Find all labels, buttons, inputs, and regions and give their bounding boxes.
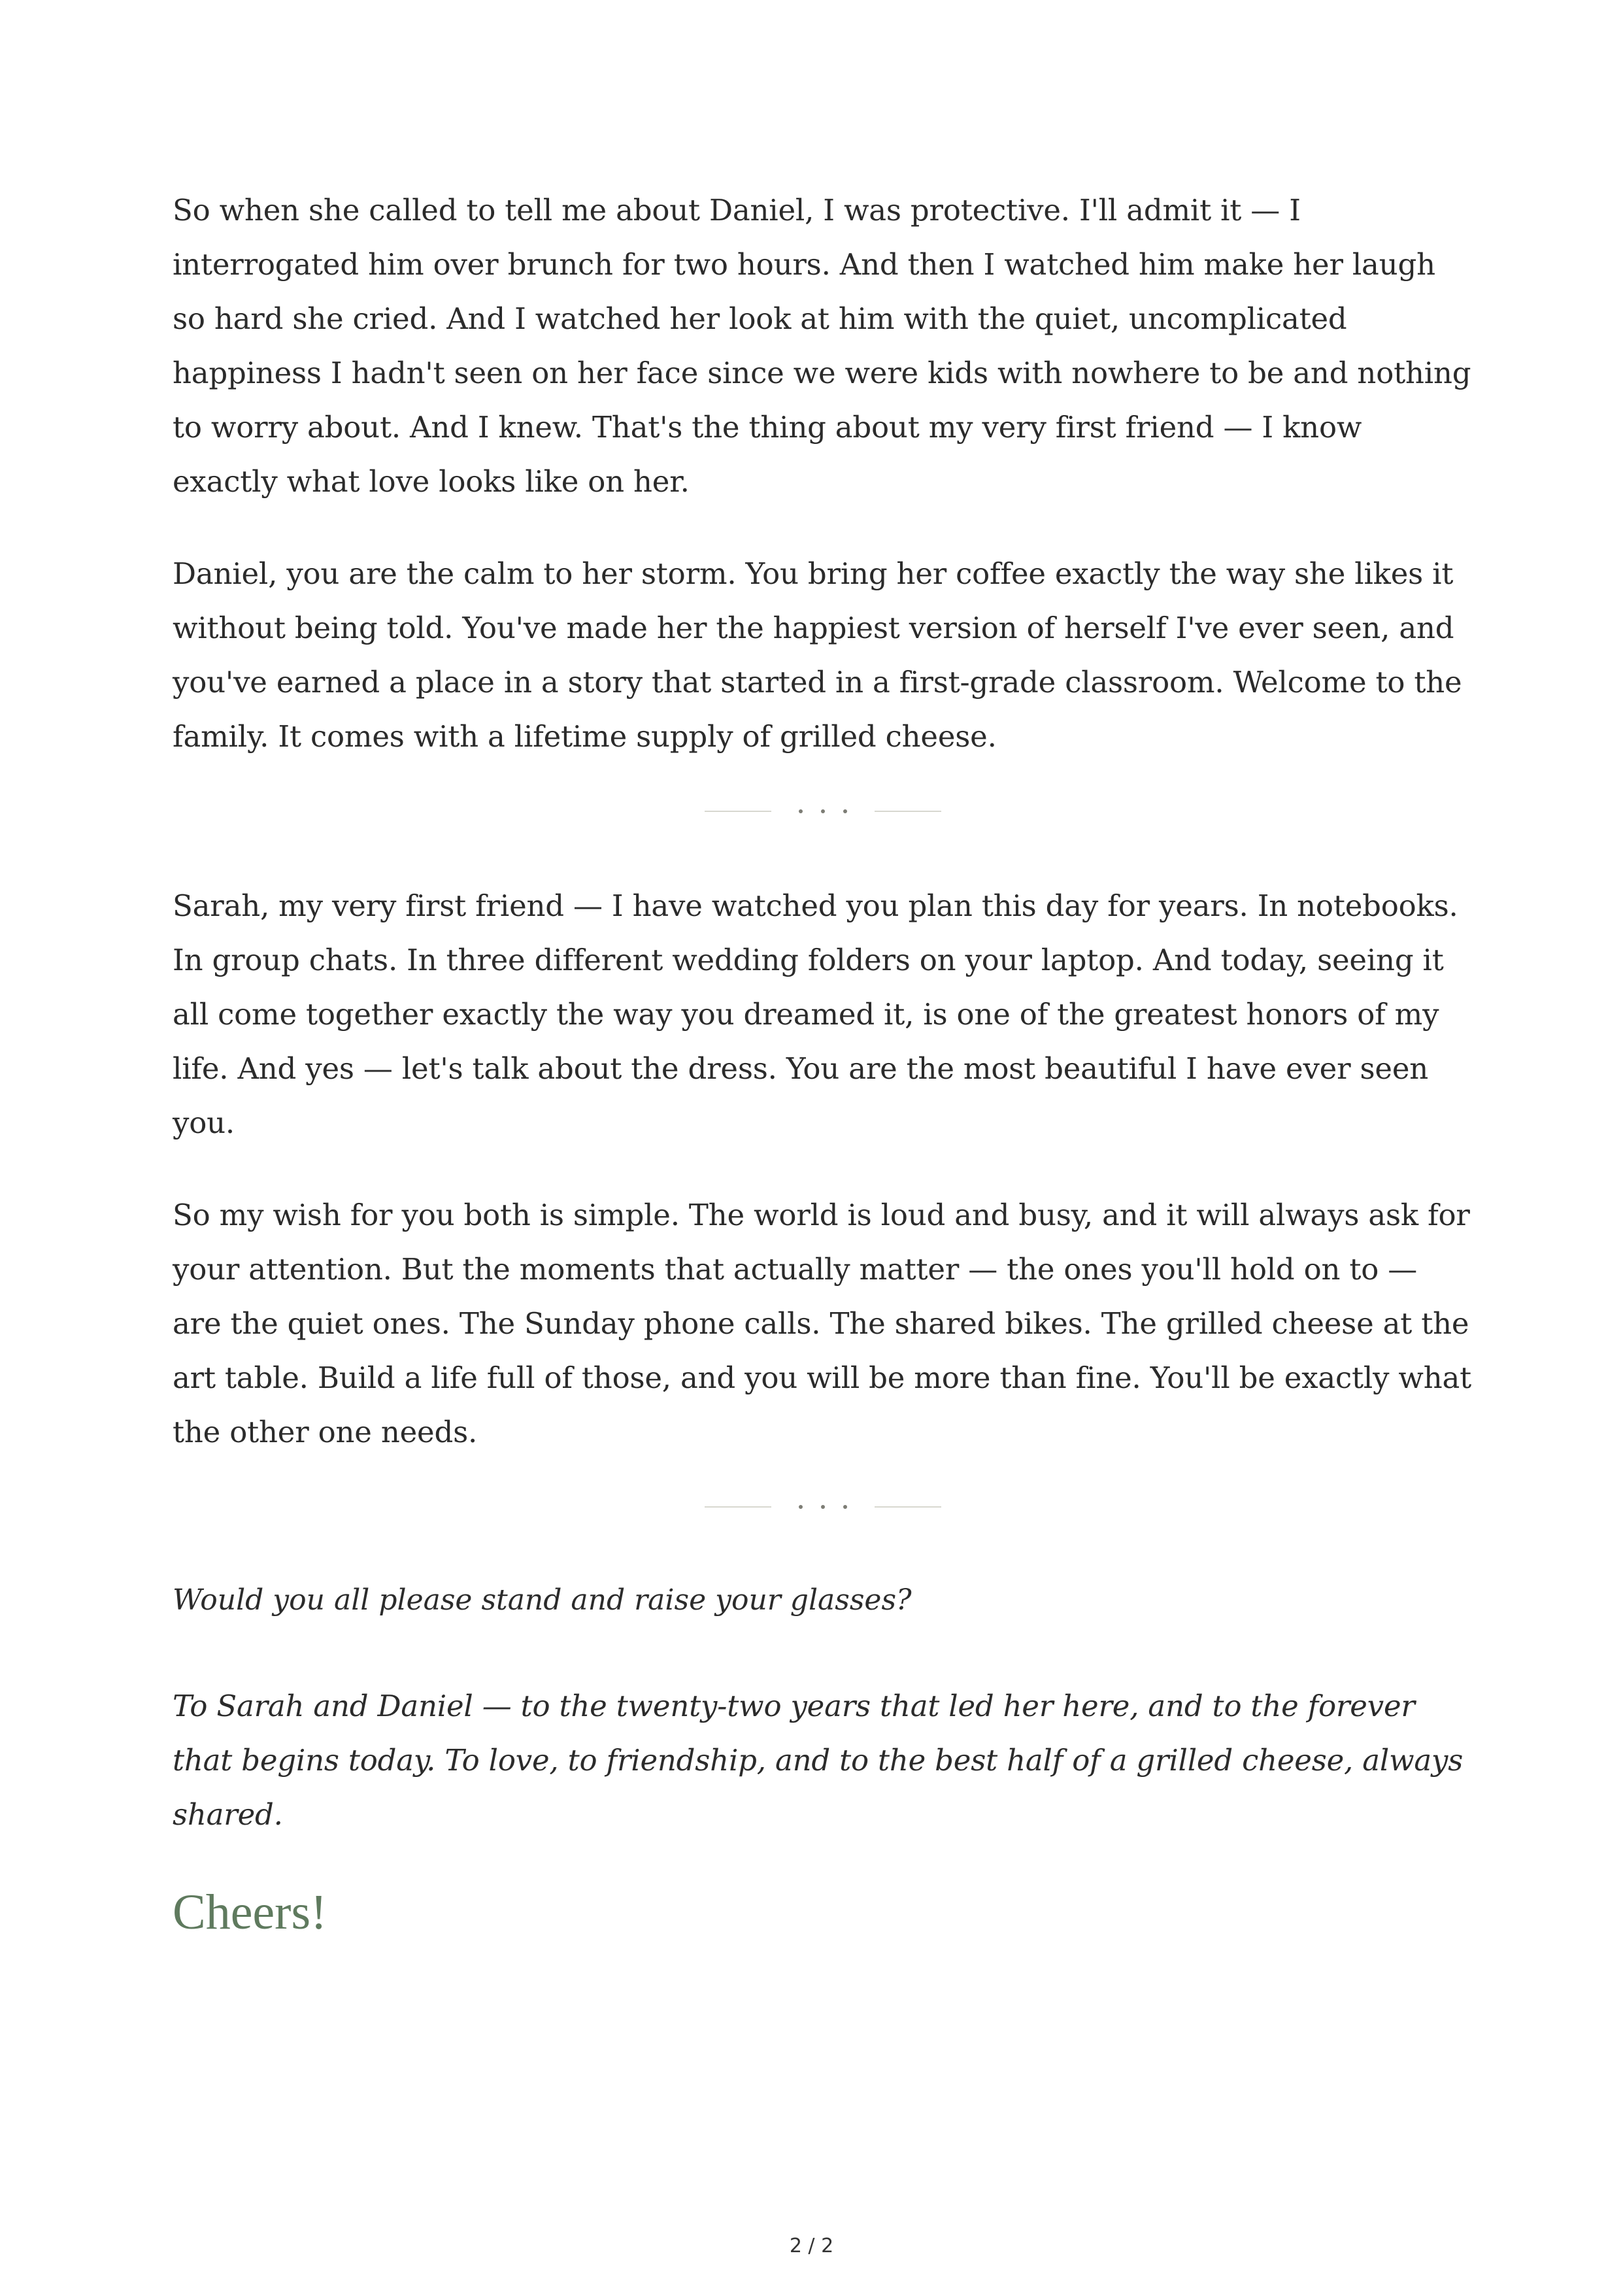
divider-dots xyxy=(799,1505,847,1509)
paragraph-wish: So my wish for you both is simple. The world is loud and busy, and it will always ask for your attention. But the moments that actually matter — the ones you'll hold on to — are the quiet ones. The Sunday phone calls. The shared bikes. The grilled cheese at the art table. Build a life full of those, and you will be more than fine. You'll be exactly what the other one needs. xyxy=(173,1198,1472,1449)
paragraph-daniel: Daniel, you are the calm to her storm. You bring her coffee exactly the way she likes it without being told. You've made her the happiest version of herself I've ever seen, and you've earned a place in a story that started in a first-grade classroom. Welcome to the family. It comes with a lifetime supply of grilled cheese. xyxy=(173,556,1462,754)
divider-dot xyxy=(843,809,847,813)
section-divider xyxy=(173,802,1473,821)
divider-dots xyxy=(799,809,847,813)
paragraph-sarah: Sarah, my very first friend — I have watched you plan this day for years. In notebooks. In group chats. In three different wedding folders on your laptop. And today, seeing it all come together exactly the way you dreamed it, is one of the greatest honors of my life. And yes — let's talk about the dress. You are the most beautiful I have ever seen you. xyxy=(173,888,1458,1140)
divider-line-left xyxy=(705,1506,771,1508)
divider-line-right xyxy=(875,1506,941,1508)
toast-text: To Sarah and Daniel — to the twenty-two years that led her here, and to the forever that begins today. To love, to friendship, and to the best half of a grilled cheese, always shared. xyxy=(173,1689,1464,1832)
divider-line-left xyxy=(705,811,771,812)
divider-dot xyxy=(843,1505,847,1509)
toast-question: Would you all please stand and raise your glasses? xyxy=(173,1583,912,1617)
section-divider xyxy=(173,1497,1473,1517)
document-body xyxy=(173,183,1473,1945)
page-number: 2 / 2 xyxy=(789,2235,834,2257)
paragraph-protective: So when she called to tell me about Daniel, I was protective. I'll admit it — I interrogated him over brunch for two hours. And then I watched him make her laugh so hard she cried. And I watched her look at him with the quiet, uncomplicated happiness I hadn't seen on her face since we were kids with nowhere to be and nothing to worry about. And I knew. That's the thing about my very first friend — I know exactly what love looks like on her. xyxy=(173,193,1471,499)
divider-dot xyxy=(799,809,803,813)
divider-dot xyxy=(821,809,825,813)
cheers-heading: Cheers! xyxy=(173,1885,327,1940)
divider-dot xyxy=(799,1505,803,1509)
divider-dot xyxy=(821,1505,825,1509)
divider-line-right xyxy=(875,811,941,812)
